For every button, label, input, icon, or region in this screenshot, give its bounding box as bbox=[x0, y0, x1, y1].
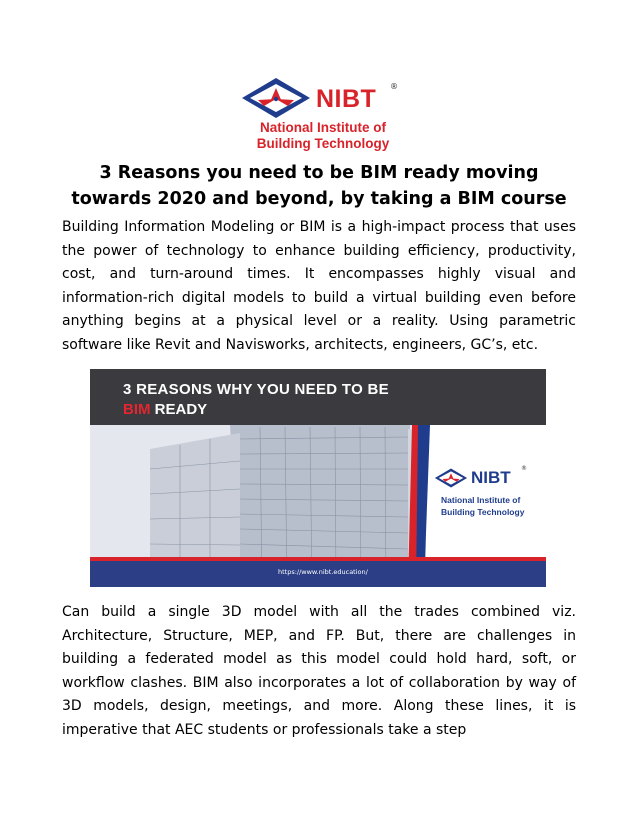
nibt-emblem-icon bbox=[238, 76, 314, 120]
banner-url: https://www.nibt.education/ bbox=[278, 568, 368, 576]
banner-brand-line2: Building Technology bbox=[441, 507, 525, 517]
nibt-logo bbox=[238, 76, 408, 150]
banner-heading-rest: READY bbox=[150, 401, 208, 418]
banner-nibt-logo bbox=[433, 461, 538, 521]
bim-ready-banner bbox=[90, 369, 546, 587]
body-paragraph: Can build a single 3D model with all the trades combined viz. Architecture, Structure, MEP, and FP. But, there are challenges in building a federated model as this model could hold hard, soft, or workflow clashes. BIM also incorporates a lot of collaboration by way of 3D models, design, meetings, and more. Along these lines, it is imperative that AEC students or professionals take a step bbox=[62, 604, 576, 738]
banner-brand-line1: National Institute of bbox=[441, 495, 521, 505]
banner-registered-mark: ® bbox=[521, 465, 527, 472]
registered-mark: ® bbox=[390, 82, 398, 91]
intro-paragraph: Building Information Modeling or BIM is a high-impact process that uses the power of technology to enhance building efficiency, productivity, cost, and turn-around times. It encompasses highly visual and information-rich digital models to build a virtual building even before anything begins at a physical level or a reality. Using parametric software like Revit and Navisworks, architects, engineers, GC’s, etc. bbox=[62, 219, 576, 353]
banner-heading-line1: 3 REASONS WHY YOU NEED TO BE bbox=[123, 381, 389, 398]
logo-subtitle-line2: Building Technology bbox=[256, 136, 390, 151]
logo-subtitle-line1: National Institute of bbox=[260, 120, 386, 135]
banner-heading-highlight: BIM bbox=[123, 401, 151, 418]
banner-nibt-emblem-icon bbox=[433, 463, 469, 493]
banner-heading-line2 bbox=[123, 401, 207, 418]
logo-brand-text: NIBT bbox=[316, 85, 377, 113]
page-title: 3 Reasons you need to be BIM ready moving towards 2020 and beyond, by taking a BIM course bbox=[71, 163, 567, 209]
banner-brand-text: NIBT bbox=[471, 468, 511, 487]
